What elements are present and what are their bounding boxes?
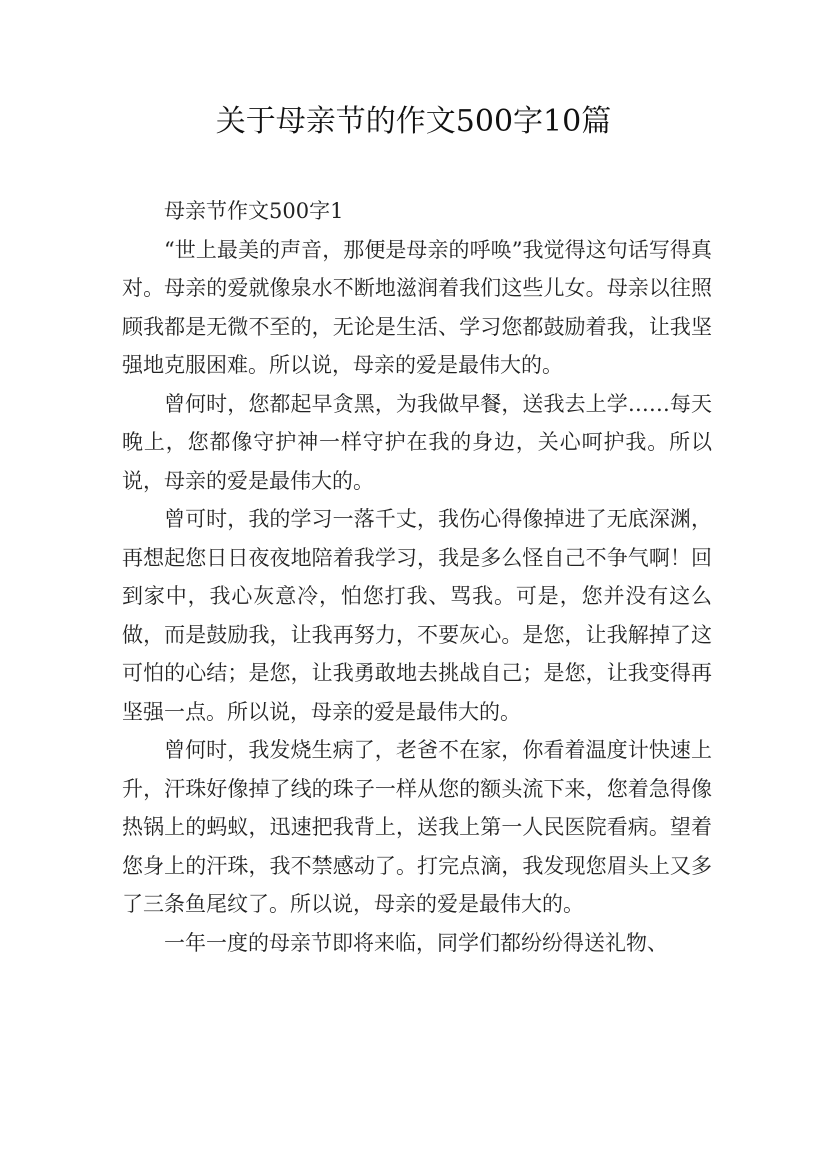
paragraph: 曾何时，您都起早贪黑，为我做早餐，送我去上学……每天晚上，您都像守护神一样守护在我的身边，关心呵护我。所以说，母亲的爱是最伟大的。 [122, 391, 712, 493]
paragraph: 曾何时，我发烧生病了，老爸不在家，你看着温度计快速上升，汗珠好像掉了线的珠子一样从您的额头流下来，您着急得像热锅上的蚂蚁，迅速把我背上，送我上第一人民医院看病。望着您身上的汗珠，我不禁感动了。打完点滴，我发现您眉头上又多了三条鱼尾纹了。所以说，母亲的爱是最伟大的。 [122, 738, 712, 916]
document-body [122, 192, 712, 962]
paragraph: 曾可时，我的学习一落千丈，我伤心得像掉进了无底深渊，再想起您日日夜夜地陪着我学习，我是多么怪自己不争气啊！回到家中，我心灰意冷，怕您打我、骂我。可是，您并没有这么做，而是鼓励我，让我再努力，不要灰心。是您，让我解掉了这可怕的心结；是您，让我勇敢地去挑战自己；是您，让我变得再坚强一点。所以说，母亲的爱是最伟大的。 [122, 507, 712, 724]
section-title: 母亲节作文500字1 [164, 199, 344, 223]
document-title: 关于母亲节的作文500字10篇 [215, 104, 612, 139]
paragraph: 一年一度的母亲节即将来临，同学们都纷纷得送礼物、 [164, 930, 668, 955]
paragraph: “世上最美的声音，那便是母亲的呼唤”我觉得这句话写得真对。母亲的爱就像泉水不断地滋润着我们这些儿女。母亲以往照顾我都是无微不至的，无论是生活、学习您都鼓励着我，让我坚强地克服困难。所以说，母亲的爱是最伟大的。 [122, 237, 712, 377]
